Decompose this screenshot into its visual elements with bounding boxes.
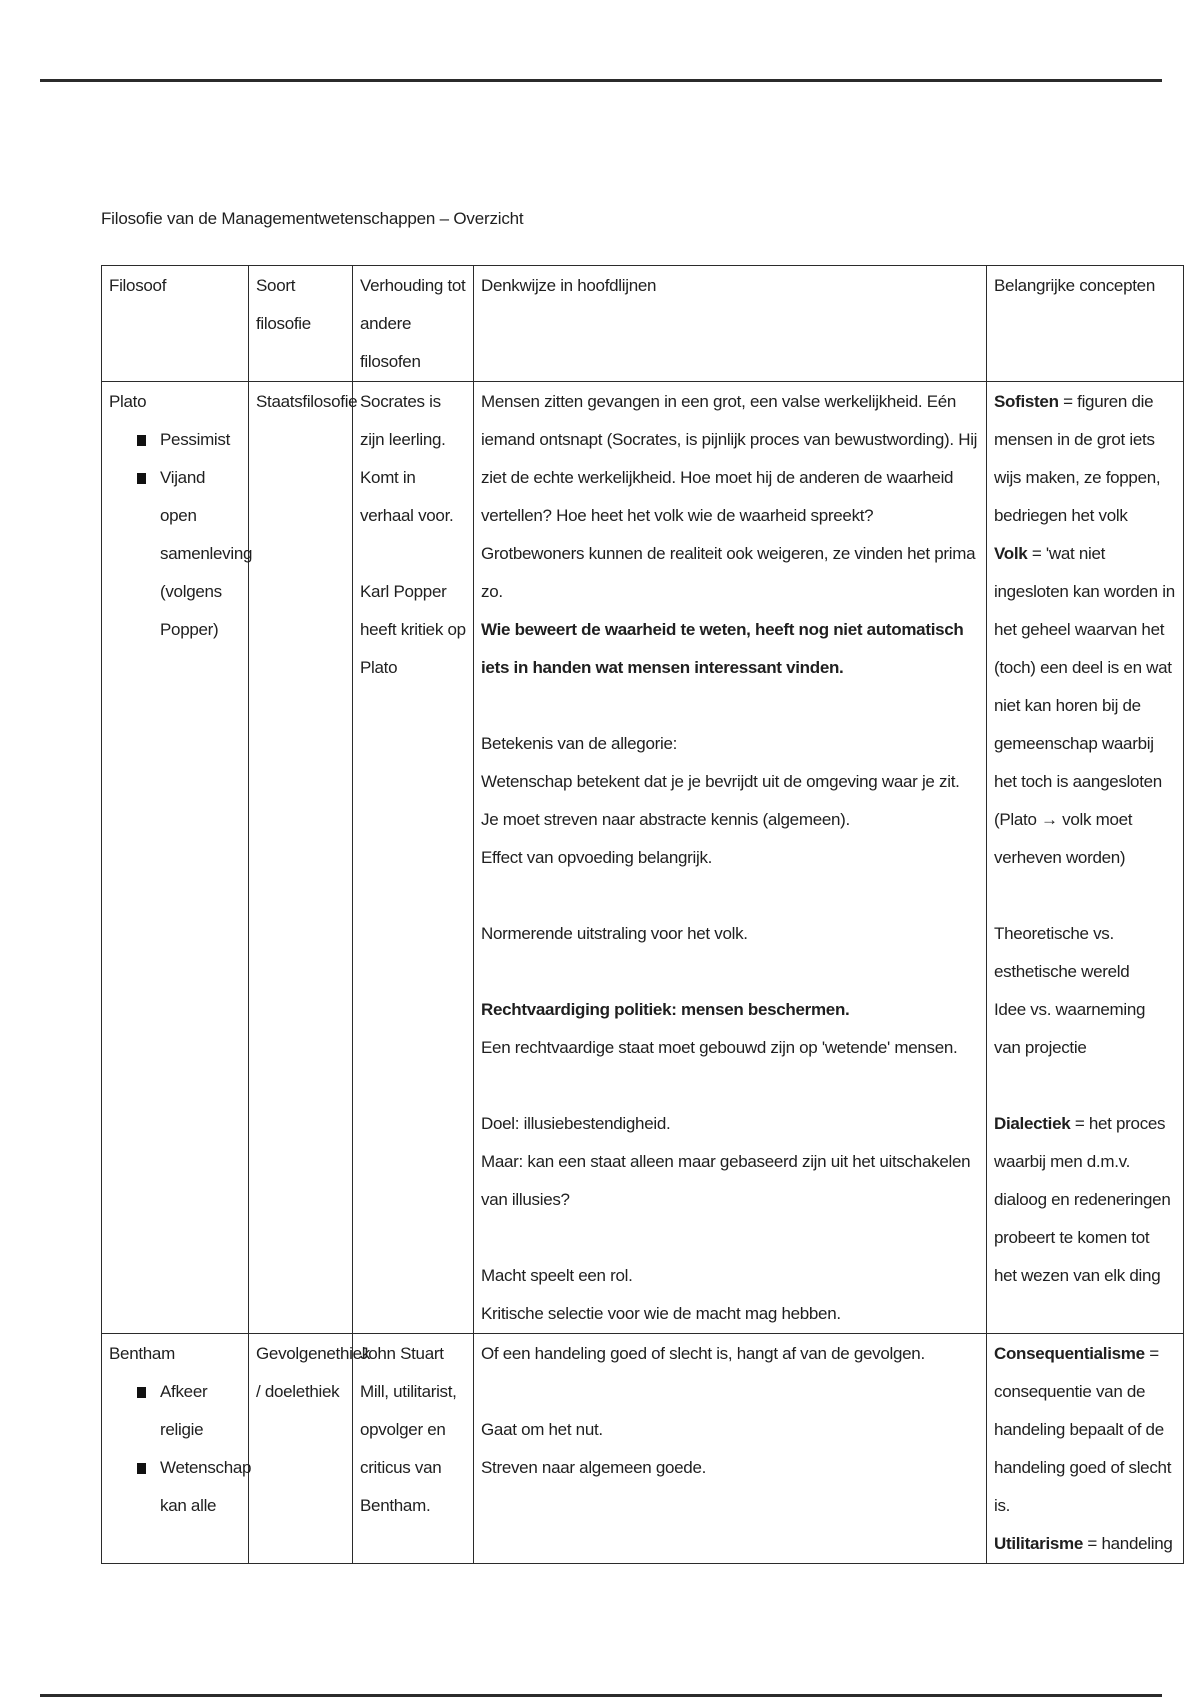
thinking-paragraph: Grotbewoners kunnen de realiteit ook weigeren, ze vinden het prima zo.: [481, 544, 976, 601]
trait-item: Pessimist: [137, 421, 241, 459]
cell-thinking: [474, 382, 987, 1334]
trait-item: Afkeer religie: [137, 1373, 241, 1449]
table-row-plato: [102, 382, 1184, 1334]
header-verhouding: Verhouding tot andere filosofen: [353, 266, 474, 382]
thinking-paragraph: Een rechtvaardige staat moet gebouwd zijn op 'wetende' mensen.: [481, 1038, 958, 1057]
bottom-rule: [40, 1694, 1162, 1697]
philosophy-type: Staatsfilosofie: [256, 392, 358, 411]
header-filosoof: Filosoof: [102, 266, 249, 382]
cell-concepts: [987, 382, 1184, 1334]
document-title: Filosofie van de Managementwetenschappen – Overzicht: [101, 209, 524, 228]
thinking-paragraph: Normerende uitstraling voor het volk.: [481, 924, 748, 943]
concept-term: Sofisten: [994, 392, 1059, 411]
concept-definition: = consequentie van de handeling bepaalt of de handeling goed of slecht is.: [994, 1344, 1172, 1515]
concept-volk: [994, 535, 1176, 877]
cell-concepts: [987, 1334, 1184, 1564]
thinking-paragraph: Doel: illusiebestendigheid.: [481, 1114, 671, 1133]
thinking-paragraph: Effect van opvoeding belangrijk.: [481, 848, 713, 867]
cell-thinking: [474, 1334, 987, 1564]
concept-definition: = het proces waarbij men d.m.v. dialoog en redeneringen probeert te komen tot het wezen van elk ding: [994, 1114, 1171, 1285]
table-row-bentham: [102, 1334, 1184, 1564]
relation-text: Karl Popper heeft kritiek op Plato: [360, 582, 466, 677]
cell-philosopher: [102, 382, 253, 1334]
thinking-paragraph: Gaat om het nut.: [481, 1420, 603, 1439]
cell-type: [249, 382, 358, 1334]
philosophy-type: Gevolgenethiek / doelethiek: [256, 1344, 370, 1401]
concept-dialectiek: [994, 1105, 1176, 1295]
concept-term: Utilitarisme: [994, 1534, 1083, 1553]
top-rule: [40, 79, 1162, 82]
concept-term: Dialectiek: [994, 1114, 1071, 1133]
cell-type: [249, 1334, 370, 1564]
header-concepten: Belangrijke concepten: [987, 266, 1184, 382]
concept-text: Theoretische vs. esthetische wereld: [994, 924, 1130, 981]
relation-text: Socrates is zijn leerling. Komt in verhaal voor.: [360, 392, 454, 525]
thinking-key-statement: Rechtvaardiging politiek: mensen beschermen.: [481, 1000, 850, 1019]
thinking-paragraph: Of een handeling goed of slecht is, hangt af van de gevolgen.: [481, 1344, 925, 1363]
overview-table: [101, 265, 1184, 1564]
header-denkwijze: Denkwijze in hoofdlijnen: [474, 266, 987, 382]
header-row: [102, 266, 1184, 382]
thinking-paragraph: Macht speelt een rol.: [481, 1266, 633, 1285]
cell-relation: [353, 382, 474, 1334]
thinking-key-statement: Wie beweert de waarheid te weten, heeft nog niet automatisch iets in handen wat mensen interessant vinden.: [481, 620, 964, 677]
concept-definition: = 'wat niet ingesloten kan worden in het geheel waarvan het (toch) een deel is en wat niet kan horen bij de gemeenschap waarbij het toch is aangesloten (Plato → volk moet verheven worden): [994, 544, 1175, 867]
relation-text: John Stuart Mill, utilitarist, opvolger en criticus van Bentham.: [360, 1344, 457, 1515]
thinking-paragraph: Wetenschap betekent dat je je bevrijdt uit de omgeving waar je zit. Je moet streven naar abstracte kennis (algemeen).: [481, 772, 960, 829]
philosopher-name: Plato: [109, 392, 147, 411]
trait-list: [109, 421, 253, 649]
concept-definition: = handeling: [1083, 1534, 1173, 1553]
thinking-paragraph: Betekenis van de allegorie:: [481, 734, 678, 753]
philosopher-name: Bentham: [109, 1344, 175, 1363]
concept-consequentialisme: [994, 1335, 1176, 1525]
concept-definition: = figuren die mensen in de grot iets wijs maken, ze foppen, bedriegen het volk: [994, 392, 1161, 525]
thinking-paragraph: Mensen zitten gevangen in een grot, een valse werkelijkheid. Eén iemand ontsnapt (Socrates, is pijnlijk proces van bewustwording). Hij ziet de echte werkelijkheid. Hoe moet hij de anderen de waarheid vertellen? Hoe heet het volk wie de waarheid spreekt?: [481, 392, 978, 525]
concept-term: Volk: [994, 544, 1028, 563]
concept-utilitarisme: [994, 1525, 1176, 1563]
thinking-paragraph: Maar: kan een staat alleen maar gebaseerd zijn uit het uitschakelen van illusies?: [481, 1152, 971, 1209]
concept-term: Consequentialisme: [994, 1344, 1145, 1363]
concept-text: Idee vs. waarneming van projectie: [994, 1000, 1146, 1057]
thinking-paragraph: Kritische selectie voor wie de macht mag hebben.: [481, 1304, 841, 1323]
trait-item: Wetenschap kan alle: [137, 1449, 241, 1525]
cell-relation: [353, 1334, 474, 1564]
trait-list: [109, 1373, 252, 1525]
cell-philosopher: [102, 1334, 252, 1564]
header-soort-filosofie: Soort filosofie: [249, 266, 353, 382]
concept-sofisten: [994, 383, 1176, 535]
thinking-paragraph: Streven naar algemeen goede.: [481, 1458, 707, 1477]
trait-item: Vijand open samenleving (volgens Popper): [137, 459, 241, 649]
